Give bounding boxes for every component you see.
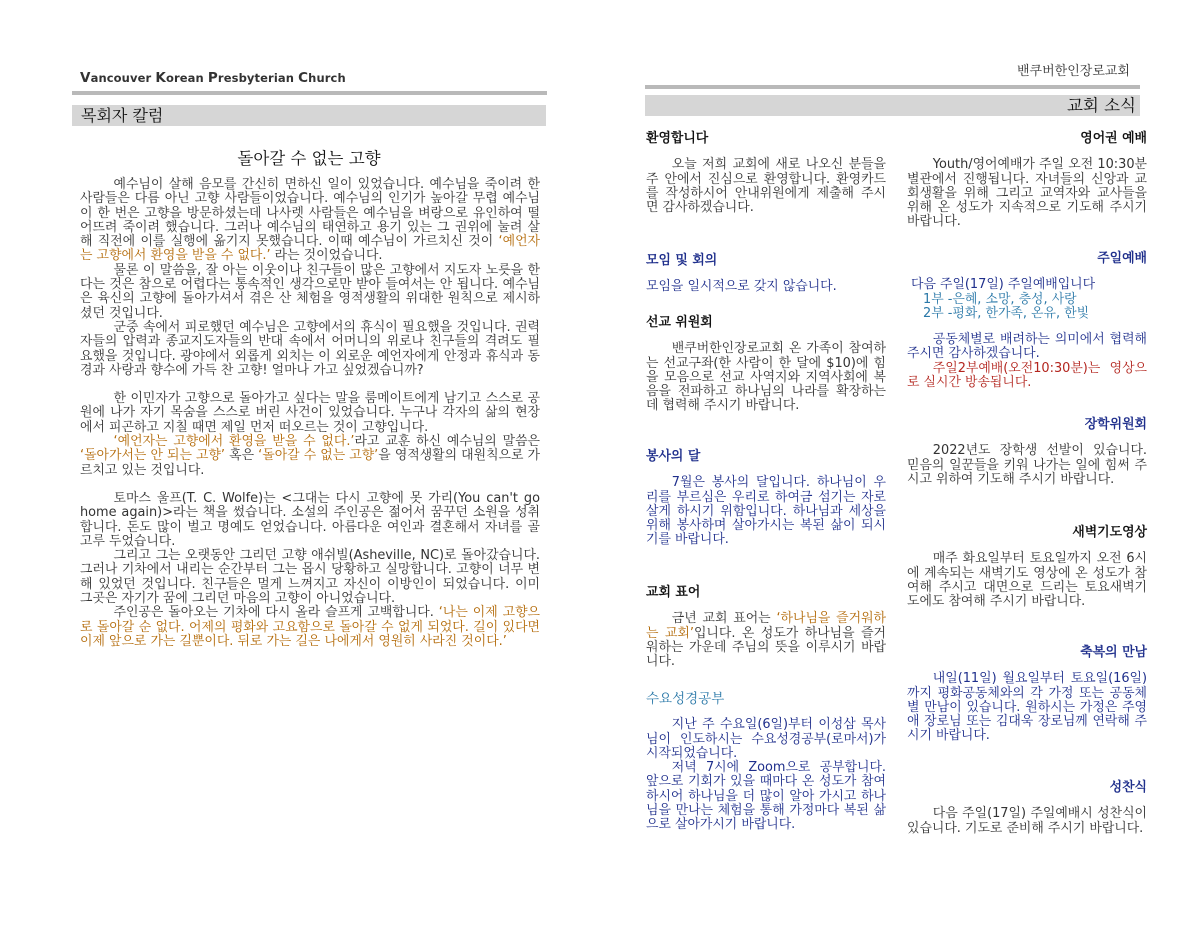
news-text: 다음 주일(17일) 주일예배시 성찬식이 있습니다. 기도로 준비해 주시기 바랍니다.	[907, 806, 1147, 836]
paragraph-8: 주인공은 돌아오는 기차에 다시 올라 슬프게 고백합니다. ‘나는 이제 고향으로 돌아갈 순 없다. 어제의 평화와 고요함으로 돌아갈 수 없게 되었다. 길이 있다면 이제 앞으로 가는 길뿐이다. 뒤로 가는 길은 나에게서 영원히 사라진 것이다.’	[80, 605, 540, 649]
header-rule	[72, 91, 547, 95]
news-text: 7월은 봉사의 달입니다. 하나님이 우리를 부르심은 우리로 하여금 섬기는 자로 살게 하시기 위함입니다. 하나님과 세상을 위해 봉사하며 살아가시는 복된 삶이 되시기를 바랍니다.	[646, 475, 886, 548]
news-holy-communion	[907, 781, 1147, 836]
news-heading: 환영합니다	[646, 131, 709, 146]
news-text: 2부 -평화, 한가족, 온유, 한빛	[923, 305, 1090, 321]
church-name-kr: 밴쿠버한인장로교회	[1016, 64, 1130, 79]
section-title-column: 목회자 칼럼	[72, 105, 546, 126]
paragraph-2: 물론 이 말씀을, 잘 아는 이웃이나 친구들이 많은 고향에서 지도자 노릇을 한다는 것은 참으로 어렵다는 통속적인 생각으로만 받아 들여서는 안 됩니다. 예수님은 육신의 고향에 돌아가셔서 겪은 산 체험을 영적생활의 위대한 원칙으로 제시하셨던 것입니다.	[80, 262, 540, 321]
news-heading: 주일예배	[1097, 251, 1147, 266]
news-heading: 모임 및 회의	[646, 253, 718, 268]
paragraph-3: 군중 속에서 피로했던 예수님은 고향에서의 휴식이 필요했을 것입니다. 권력자들의 압력과 종교지도자들의 반대 속에서 어머니의 위로나 친구들의 격려도 필요했을 것입니다. 광야에서 외롭게 외치는 이 외로운 예언자에게 안정과 휴식과 동경과 사랑과 향수에 가득 찬 고향! 얼마나 가고 싶었겠습니까?	[80, 319, 540, 378]
news-text: 매주 화요일부터 토요일까지 오전 6시에 계속되는 새벽기도 영상에 온 성도가 참여해 주시고 대면으로 드리는 토요새벽기도에도 참여해 주시기 바랍니다.	[907, 551, 1147, 610]
paragraph-4: 한 이민자가 고향으로 돌아가고 싶다는 말을 룸메이트에게 남기고 스스로 공원에 나가 자기 목숨을 스스로 버린 사건이 있었습니다. 누구나 각자의 삶의 현장에서 피곤하고 지칠 때면 제일 먼저 떠오르는 것이 고향입니다.	[80, 391, 540, 435]
news-heading: 장학위원회	[1084, 417, 1147, 432]
news-text: 다음 주일(17일) 주일예배입니다	[911, 277, 1096, 293]
paragraph-6: 토마스 울프(T. C. Wolfe)는 <그대는 다시 고향에 못 가리(You can't go home again)>라는 책을 썼습니다. 소설의 주인공은 젊어서 꿈꾸던 소원을 성취합니다. 돈도 많이 벌고 명예도 얻었습니다. 아름다운 여인과 결혼해서 자녀를 골고루 두었습니다.	[80, 490, 540, 549]
news-heading: 봉사의 달	[646, 449, 701, 464]
news-heading: 선교 위원회	[646, 315, 713, 330]
news-text: 밴쿠버한인장로교회 온 가족이 참여하는 선교구좌(한 사람이 한 달에 $10)에 힘을 모음으로 선교 사역지와 지역사회에 복음을 전파하고 하나님의 나라를 확장하는데 협력해 주시기 바랍니다.	[646, 341, 886, 414]
news-service	[646, 450, 886, 548]
header-rule	[645, 85, 1140, 89]
news-dawn-prayer	[907, 526, 1147, 609]
church-name-en: Vancouver Korean Presbyterian Church	[80, 70, 346, 86]
paragraph-5: ‘예언자는 고향에서 환영을 받을 수 없다.’라고 교훈 하신 예수님의 말씀은 ‘돌아가서는 안 되는 고향’ 혹은 ‘돌아갈 수 없는 고향’을 영적생활의 대원칙으로 가르치고 있는 것입니다.	[80, 434, 540, 478]
news-text: 2022년도 장학생 선발이 있습니다. 믿음의 일꾼들을 키워 나가는 일에 힘써 주시고 위하여 기도해 주시기 바랍니다.	[907, 443, 1147, 487]
news-text: Youth/영어예배가 주일 오전 10:30분 별관에서 진행됩니다. 자녀들의 신앙과 교회생활을 위해 그리고 교역자와 교사들을 위해 온 성도가 지속적으로 기도해 주시기 바랍니다.	[907, 157, 1147, 230]
news-scholarship	[907, 418, 1147, 487]
news-motto	[646, 586, 886, 669]
news-mission	[646, 316, 886, 414]
news-sunday	[907, 252, 1147, 390]
news-text: 지난 주 수요일(6일)부터 이성삼 목사님이 인도하시는 수요성경공부(로마서)가 시작되었습니다.	[646, 717, 886, 761]
section-title-news: 교회 소식	[645, 95, 1140, 116]
news-blessing	[907, 646, 1147, 744]
news-heading: 영어권 예배	[1080, 131, 1147, 146]
paragraph-7: 그리고 그는 오랫동안 그리던 고향 애쉬빌(Asheville, NC)로 돌아갔습니다. 그러나 기차에서 내리는 순간부터 그는 몹시 당황하고 실망합니다. 고향이 너무 변해 있었던 것입니다. 친구들은 멀게 느껴지고 자신이 이방인이 되었습니다. 이미 그곳은 자기가 꿈에 그리던 마음의 고향이 아니었습니다.	[80, 548, 540, 607]
news-text: 저녁 7시에 Zoom으로 공부합니다. 앞으로 기회가 있을 때마다 온 성도가 참여하시어 하나님을 더 많이 알아 가시고 하나님을 만나는 체험을 통해 가정마다 복된 삶으로 살아가시기 바랍니다.	[646, 760, 886, 833]
news-bible-study	[646, 692, 886, 833]
news-text: 모임을 일시적으로 갖지 않습니다.	[646, 279, 837, 295]
article-title: 돌아갈 수 없는 고향	[237, 149, 381, 168]
news-heading: 교회 표어	[646, 585, 701, 600]
news-welcome	[646, 132, 886, 215]
news-text: 공동체별로 배려하는 의미에서 협력해 주시면 감사하겠습니다.	[907, 332, 1147, 362]
news-text: 오늘 저희 교회에 새로 나오신 분들을 주 안에서 진심으로 환영합니다. 환영카드를 작성하시어 안내위원에게 제출해 주시면 감사하겠습니다.	[646, 157, 886, 216]
news-text: 금년 교회 표어는 ‘하나님을 즐거워하는 교회’입니다. 온 성도가 하나님을 즐거워하는 가운데 주님의 뜻을 이루시기 바랍니다.	[646, 611, 886, 670]
news-heading: 축복의 만남	[1080, 645, 1147, 660]
news-text: 1부 -은혜, 소망, 충성, 사랑	[923, 291, 1077, 307]
news-text: 내일(11일) 월요일부터 토요일(16일)까지 평화공동체와의 각 가정 또는 공동체별 만남이 있습니다. 원하시는 가정은 주영애 장로님 또는 김대욱 장로님께 연락해 주시기 바랍니다.	[907, 671, 1147, 744]
article-body	[80, 178, 540, 649]
news-heading: 성찬식	[1109, 780, 1147, 795]
news-heading: 새벽기도영상	[1072, 525, 1147, 540]
news-heading: 수요성경공부	[646, 691, 725, 707]
news-text: 주일2부예배(오전10:30분)는 영상으로 실시간 방송됩니다.	[907, 360, 1147, 391]
news-meetings	[646, 254, 886, 295]
paragraph-1: 예수님이 살해 음모를 간신히 면하신 일이 있었습니다. 예수님을 죽이려 한 사람들은 다름 아닌 고향 사람들이었습니다. 예수님의 인기가 높아갈 무렵 예수님이 한 번은 고향을 방문하셨는데 나사렛 사람들은 예수님을 벼랑으로 유인하여 떨어뜨려 죽이려 했습니다. 그러나 예수님의 태연하고 용기 있는 그 권위에 눌려 살해 직전에 이를 실행에 옮기지 못했습니다. 이때 예수님이 가르치신 것이 ‘예언자는 고향에서 환영을 받을 수 없다.’ 라는 것이었습니다.	[80, 177, 540, 264]
right-page	[600, 0, 1200, 927]
news-english	[907, 132, 1147, 230]
